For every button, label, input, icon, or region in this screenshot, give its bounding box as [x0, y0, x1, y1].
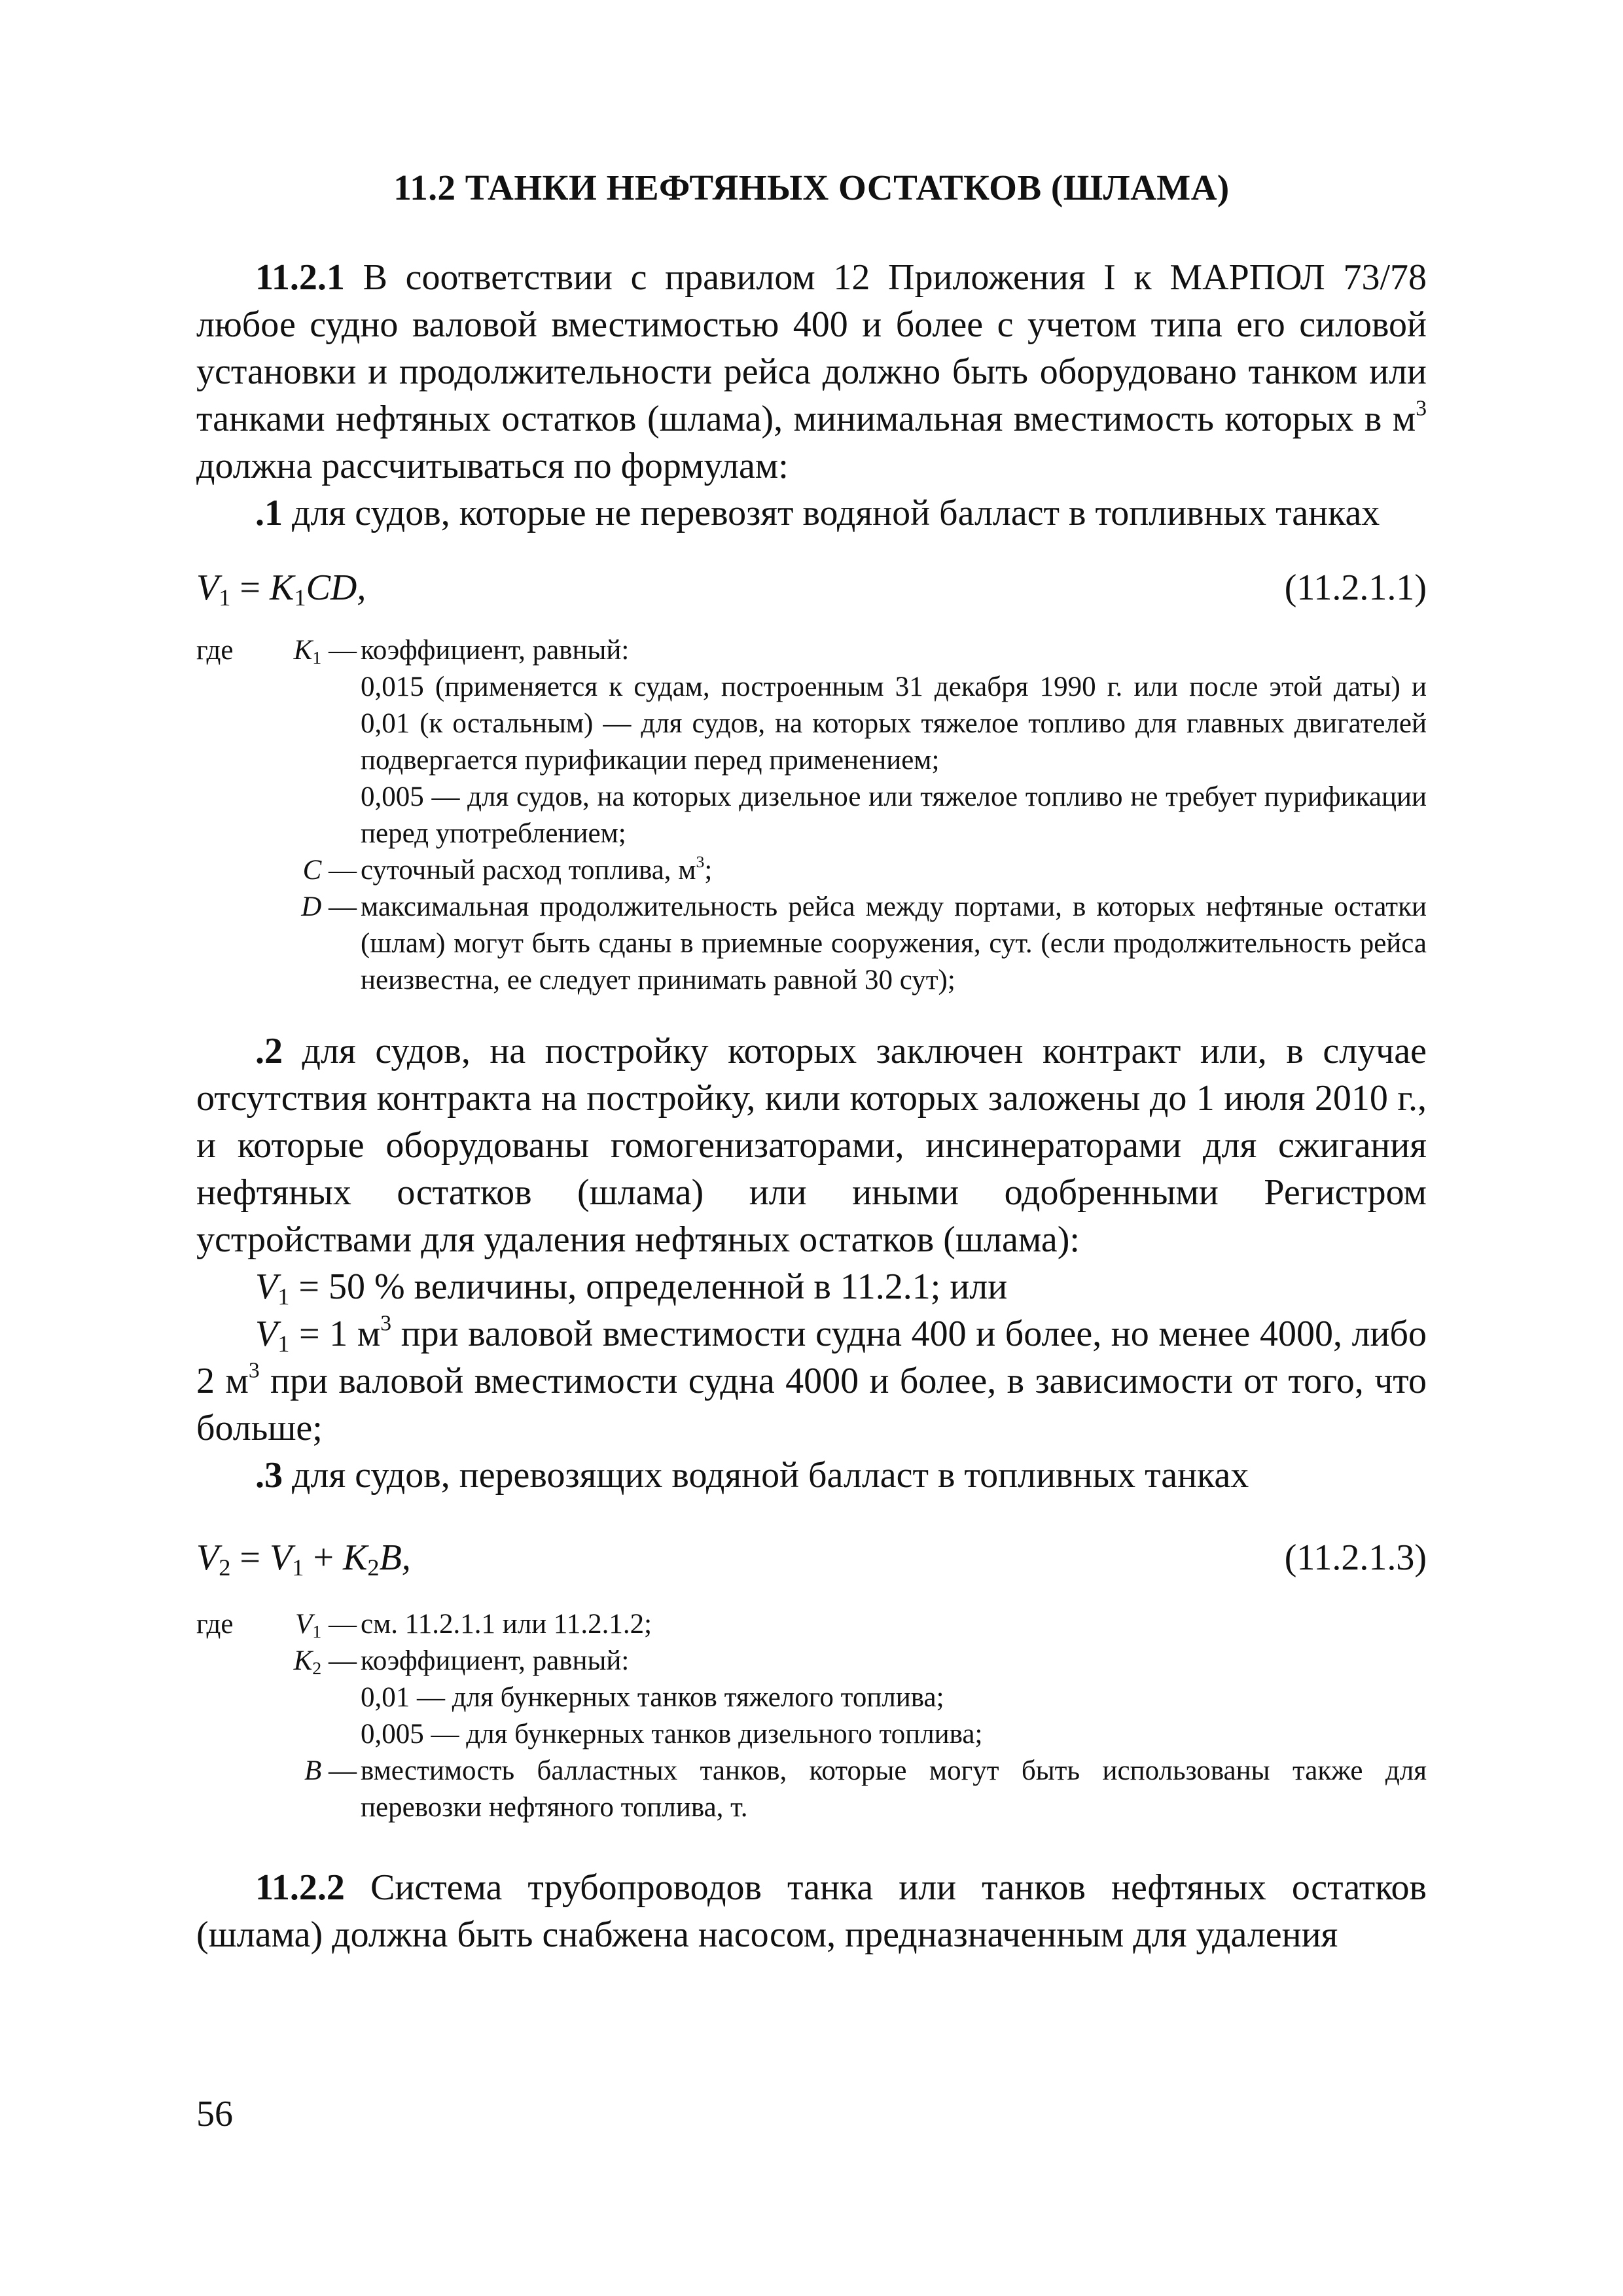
item-text: для судов, перевозящих водяной балласт в топливных танках	[283, 1455, 1249, 1496]
definition-subline: 0,005 — для бункерных танков дизельного топлива;	[361, 1719, 983, 1749]
paragraph-11-2-2	[196, 1864, 1427, 1958]
definition-text: см. 11.2.1.1 или 11.2.1.2;	[361, 1609, 652, 1640]
definition-c	[196, 852, 1427, 889]
item-2	[196, 1028, 1427, 1263]
symbol-k2: $K_2$ —	[293, 1645, 357, 1679]
definition-text: вместимость балластных танков, которые могут быть использованы также для перевозки нефтяного топлива, т.	[361, 1755, 1427, 1823]
item-text: для судов, которые не перевозят водяной балласт в топливных танках	[283, 493, 1380, 533]
clause-number: 11.2.2	[255, 1867, 345, 1908]
paragraph-11-2-1	[196, 254, 1427, 490]
definition-k1	[196, 632, 1427, 852]
formula-11-2-1-3	[196, 1532, 1427, 1584]
page-content	[196, 167, 1427, 1958]
formula-expression: $V_2 = V_1 + K_2B$,	[196, 1537, 411, 1581]
where-label: где	[196, 635, 234, 666]
where-label: где	[196, 1609, 234, 1640]
definition-b	[196, 1753, 1427, 1826]
item-2-option-a: $V_1 = 50$ % величины, определенной в 11.2.1; или	[255, 1266, 1008, 1310]
formula-number: (11.2.1.1)	[1284, 567, 1427, 608]
item-1	[196, 490, 1427, 537]
definition-d	[196, 889, 1427, 999]
clause-text: В соответствии с правилом 12 Приложения I к МАРПОЛ 73/78 любое судно валовой вместимостью 400 и более с учетом типа его силовой установки и продолжительности рейса должно быть оборудовано танком или танками нефтяных остатков (шлама), минимальная вместимость которых в м	[196, 257, 1427, 439]
symbol-k1: $K_1$ —	[293, 635, 357, 668]
superscript: 3	[1416, 396, 1427, 421]
definition-text: коэффициент, равный: 0,015 (применяется к судам, построенным 31 декабря 1990 г. или после этой даты) и 0,01 (к остальным) — для судов, на которых тяжелое топливо для главных двигателей подвергается пурификации перед применением; 0,005 — для судов, на которых дизельное или тяжелое топливо не требует пурификации перед употреблением;	[361, 632, 1427, 852]
symbol-b: B —	[304, 1755, 357, 1786]
clause-text: должна рассчитываться по формулам:	[196, 446, 789, 486]
symbol-d: D —	[301, 891, 357, 922]
definition-subline: 0,005 — для судов, на которых дизельное или тяжелое топливо не требует пурификации перед употреблением;	[361, 781, 1427, 849]
clause-text: Система трубопроводов танка или танков нефтяных остатков (шлама) должна быть снабжена насосом, предназначенным для удаления	[196, 1867, 1427, 1955]
formula-expression: $V_1 = K_1CD$,	[196, 567, 366, 611]
formula-11-2-1-1	[196, 562, 1427, 614]
formula-number: (11.2.1.3)	[1284, 1537, 1427, 1578]
item-3	[196, 1452, 1427, 1499]
item-number: .2	[255, 1031, 283, 1071]
definition-subline: 0,015 (применяется к судам, построенным 31 декабря 1990 г. или после этой даты) и 0,01 (к остальным) — для судов, на которых тяжелое топливо для главных двигателей подвергается пурификации перед применением;	[361, 672, 1427, 776]
definition-text: максимальная продолжительность рейса между портами, в которых нефтяные остатки (шлам) могут быть сданы в приемные сооружения, сут. (если продолжительность рейса неизвестна, ее следует принимать равной 30 сут);	[361, 891, 1427, 996]
item-text: для судов, на постройку которых заключен контракт или, в случае отсутствия контракта на постройку, кили которых заложены до 1 июля 2010 г., и которые оборудованы гомогенизаторами, инсинераторами для сжигания нефтяных остатков (шлама) или иными одобренными Регистром устройствами для удаления нефтяных остатков (шлама):	[196, 1031, 1427, 1260]
definition-text: суточный расход топлива, $м^3$;	[361, 852, 713, 886]
definitions-2	[196, 1606, 1427, 1826]
symbol-c: C —	[302, 855, 357, 886]
page-number: 56	[196, 2094, 233, 2134]
definition-subline: 0,01 — для бункерных танков тяжелого топлива;	[361, 1682, 944, 1713]
definition-v1	[196, 1606, 1427, 1643]
section-heading: 11.2 ТАНКИ НЕФТЯНЫХ ОСТАТКОВ (ШЛАМА)	[393, 168, 1230, 207]
item-number: .1	[255, 493, 283, 533]
definition-text: коэффициент, равный: 0,01 — для бункерных танков тяжелого топлива; 0,005 — для бункерных танков дизельного топлива;	[361, 1643, 1427, 1753]
item-2-option-b: $V_1 = 1$ $м^3$ при валовой вместимости судна 400 и более, но менее 4000, либо 2 $м^3$ при валовой вместимости судна 4000 и более, в зависимости от того, что больше;	[196, 1311, 1427, 1448]
definitions-1	[196, 632, 1427, 999]
definition-k2	[196, 1643, 1427, 1753]
symbol-v1: $V_1$ —	[295, 1609, 357, 1642]
clause-number: 11.2.1	[255, 257, 345, 298]
item-number: .3	[255, 1455, 283, 1496]
